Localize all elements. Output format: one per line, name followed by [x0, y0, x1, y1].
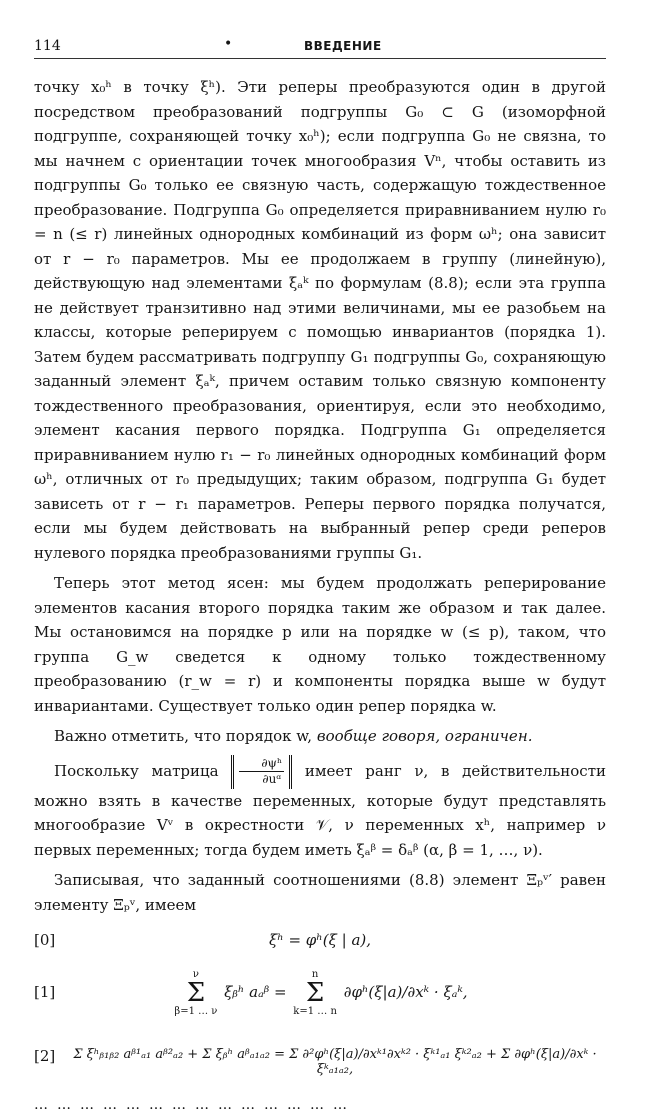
ellipsis-line: ……………………………………	[34, 1097, 356, 1113]
formula-label: [1]	[34, 983, 56, 1001]
paragraph: Важно отметить, что порядок w, вообще говоря, ограничен.	[54, 727, 533, 745]
formula-expression: Σ ξʰᵦ₁ᵦ₂ aᵝ¹ₐ₁ aᵝ²ₐ₂ + Σ ξᵦʰ aᵝₐ₁ₐ₂ = Σ ∂²φʰ(ξ|a)/∂xᵏ¹∂xᵏ² · ξᵏ¹ₐ₁ ξᵏ²ₐ₂ + Σ ∂φʰ(ξ|a)/∂xᵏ · ξᵏₐ₁ₐ₂,	[73, 1047, 597, 1077]
formula-block	[34, 923, 606, 1113]
header-dot: •	[224, 36, 233, 52]
paragraph: Теперь этот метод ясен: мы будем продолжать реперирование элементов касания второго порядка таким же образом и так далее. Мы остановимся на порядке p или на порядке w (≤ p), таком, что группа G_w сведется к одному только тождественному преобразованию (r_w = r) и компоненты порядка выше w будут инвариантами. Существует только один репер порядка w.	[34, 574, 606, 715]
running-header	[34, 36, 606, 59]
paragraph: точку x₀ʰ в точку ξʰ). Эти реперы преобразуются один в другой посредством преобразований подгруппы G₀ ⊂ G (изоморфной подгруппе, сохраняющей точку x₀ʰ); если подгруппа G₀ не связна, то мы начнем с ориентации точек многообразия Vⁿ, чтобы оставить из подгруппы G₀ только ее связную часть, содержащую тождественное преобразование. Подгруппа G₀ определяется приравниванием нулю r₀ = n (≤ r) линейных однородных комбинаций из форм ωʰ; она зависит от r − r₀ параметров. Мы ее продолжаем в группу (линейную), действующую над элементами ξₐᵏ по формулам (8.8); если эта группа не действует транзитивно над этими величинами, мы ее разобьем на классы, которые реперируем с помощью инвариантов (порядка 1). Затем будем рассматривать подгруппу G₁ подгруппы G₀, сохраняющую заданный элемент ξₐᵏ, причем оставим только связную компоненту тождественного преобразования, ориентируя, если это необходимо, элемент касания первого порядка. Подгруппа G₁ определяется приравниванием нулю r₁ − r₀ линейных однородных комбинаций форм ωʰ, отличных от r₀ предыдущих; таким образом, подгруппа G₁ будет зависеть от r − r₁ параметров. Реперы первого порядка получатся, если мы будем действовать на выбранный репер среди реперов нулевого порядка преобразованиями группы G₁.	[34, 78, 606, 562]
formula-expression: ν Σ β=1 … ν ξᵦʰ aₐᵝ = n Σ k=1 … n ∂φʰ(ξ|a)/∂xᵏ · ξₐᵏ,	[174, 969, 468, 1017]
formula-label: [2]	[34, 1047, 56, 1065]
matrix-norm: $\frac{\text{∂ψʰ}}{\text{∂uᵅ}}$	[231, 755, 292, 789]
body-text	[34, 75, 606, 917]
page-number: 114	[34, 38, 61, 54]
formula-1	[34, 963, 606, 1027]
formula-expression: ξʰ = φʰ(ξ | a),	[268, 931, 372, 949]
paragraph: Записывая, что заданный соотношениями (8.8) элемент Ξₚᵛ′ равен элементу Ξₚᵛ, имеем	[34, 871, 606, 914]
paragraph: Поскольку матрица $\frac{\text{∂ψʰ}}{\text{∂uᵅ}}$ имеет ранг ν, в действительности можно взять в качестве переменных, которые будут представлять многообразие Vᵛ в окрестности 𝒱, ν переменных xʰ, например ν первых переменных; тогда будем иметь ξₐᵝ = δₐᵝ (α, β = 1, …, ν).	[34, 756, 606, 859]
formula-2	[34, 1027, 606, 1091]
formula-label: [0]	[34, 931, 56, 949]
formula-0	[34, 923, 606, 963]
chapter-title: ВВЕДЕНИЕ	[304, 39, 382, 53]
page	[34, 36, 606, 1113]
